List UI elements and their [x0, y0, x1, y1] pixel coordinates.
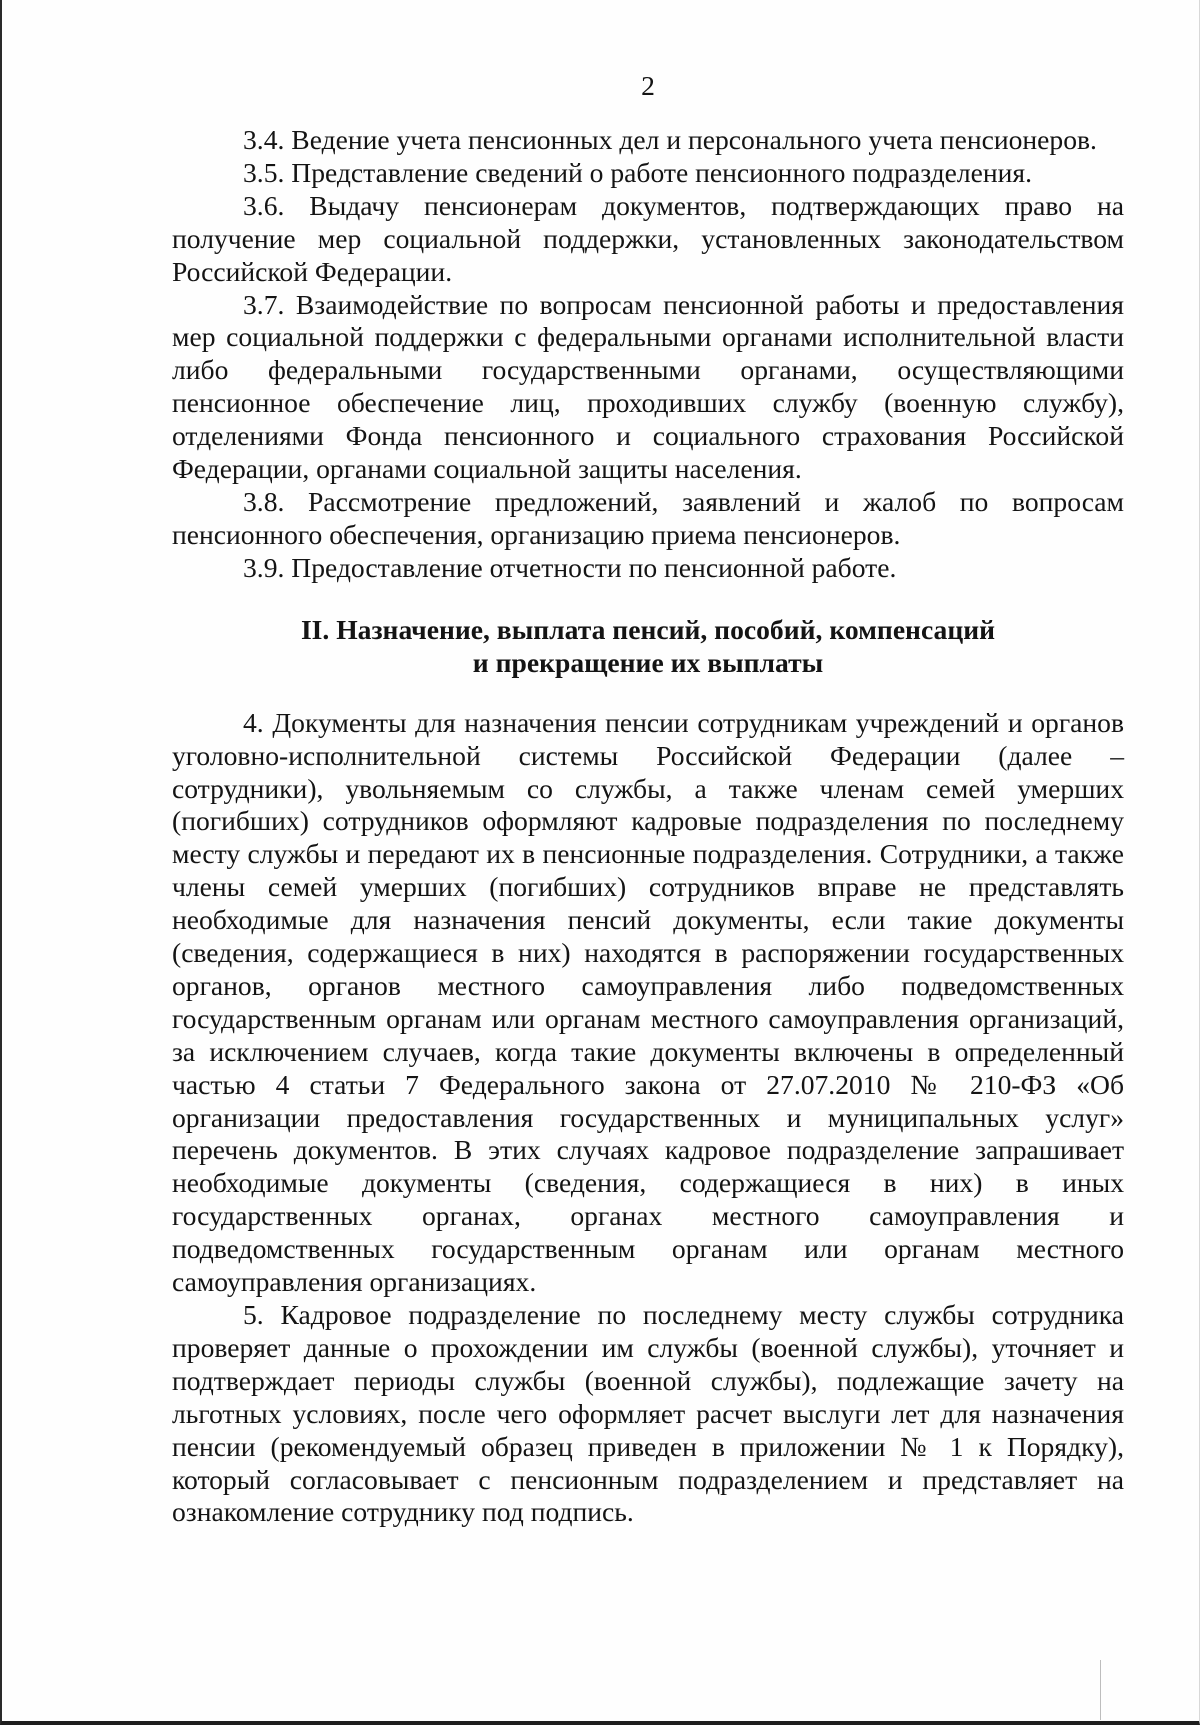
scan-artifact-line	[1100, 1660, 1101, 1720]
paragraph-3-4: 3.4. Ведение учета пенсионных дел и персонального учета пенсионеров.	[243, 124, 1097, 155]
paragraph-3-5: 3.5. Представление сведений о работе пенсионного подразделения.	[243, 156, 1033, 188]
section-heading	[172, 613, 1124, 679]
paragraph-5: 5. Кадровое подразделение по последнему месту службы сотрудника проверяет данные о прохождении им службы (военной службы), уточняет и подтверждает периоды службы (военной службы), подлежащие зачету на льготных условиях, после чего оформляет расчет выслуги лет для назначения пенсии (рекомендуемый образец приведен в приложении № 1 к Порядку), который согласовывает с пенсионным подразделением и представляет на ознакомление сотруднику под подпись.	[172, 1299, 1124, 1528]
section-heading-line-2: и прекращение их выплаты	[472, 646, 824, 678]
paragraph-3-9: 3.9. Предоставление отчетности по пенсионной работе.	[243, 551, 897, 583]
section-heading-line-1: II. Назначение, выплата пенсий, пособий, компенсаций	[300, 613, 996, 645]
paragraph-4: 4. Документы для назначения пенсии сотрудникам учреждений и органов уголовно-исполнительной системы Российской Федерации (далее – сотрудники), увольняемым со службы, а также членам семей умерших (погибших) сотрудников оформляют кадровые подразделения по последнему месту службы и передают их в пенсионные подразделения. Сотрудники, а также члены семей умерших (погибших) сотрудников вправе не представлять необходимые для назначения пенсий документы, если такие документы (сведения, содержащиеся в них) находятся в распоряжении государственных органов, органов местного самоуправления либо подведомственных государственным органам или органам местного самоуправления организаций, за исключением случаев, когда такие документы включены в определенный частью 4 статьи 7 Федерального закона от 27.07.2010 № 210-ФЗ «Об организации предоставления государственных и муниципальных услуг» перечень документов. В этих случаях кадровое подразделение запрашивает необходимые документы (сведения, содержащиеся в них) в иных государственных органах, органах местного самоуправления и подведомственных государственным органам или органам местного самоуправления организациях.	[172, 706, 1124, 1298]
page-number: 2	[641, 70, 655, 101]
document-body	[172, 70, 1124, 1529]
paragraph-3-7: 3.7. Взаимодействие по вопросам пенсионной работы и предоставления мер социальной поддержки с федеральными органами исполнительной власти либо федеральными государственными органами, осуществляющими пенсионное обеспечение лиц, проходивших службу (военную службу), отделениями Фонда пенсионного и социального страхования Российской Федерации, органами социальной защиты населения.	[172, 288, 1124, 485]
paragraph-3-8: 3.8. Рассмотрение предложений, заявлений и жалоб по вопросам пенсионного обеспечения, организацию приема пенсионеров.	[172, 485, 1124, 550]
paragraph-3-6: 3.6. Выдачу пенсионерам документов, подтверждающих право на получение мер социальной поддержки, установленных законодательством Российской Федерации.	[172, 189, 1124, 287]
